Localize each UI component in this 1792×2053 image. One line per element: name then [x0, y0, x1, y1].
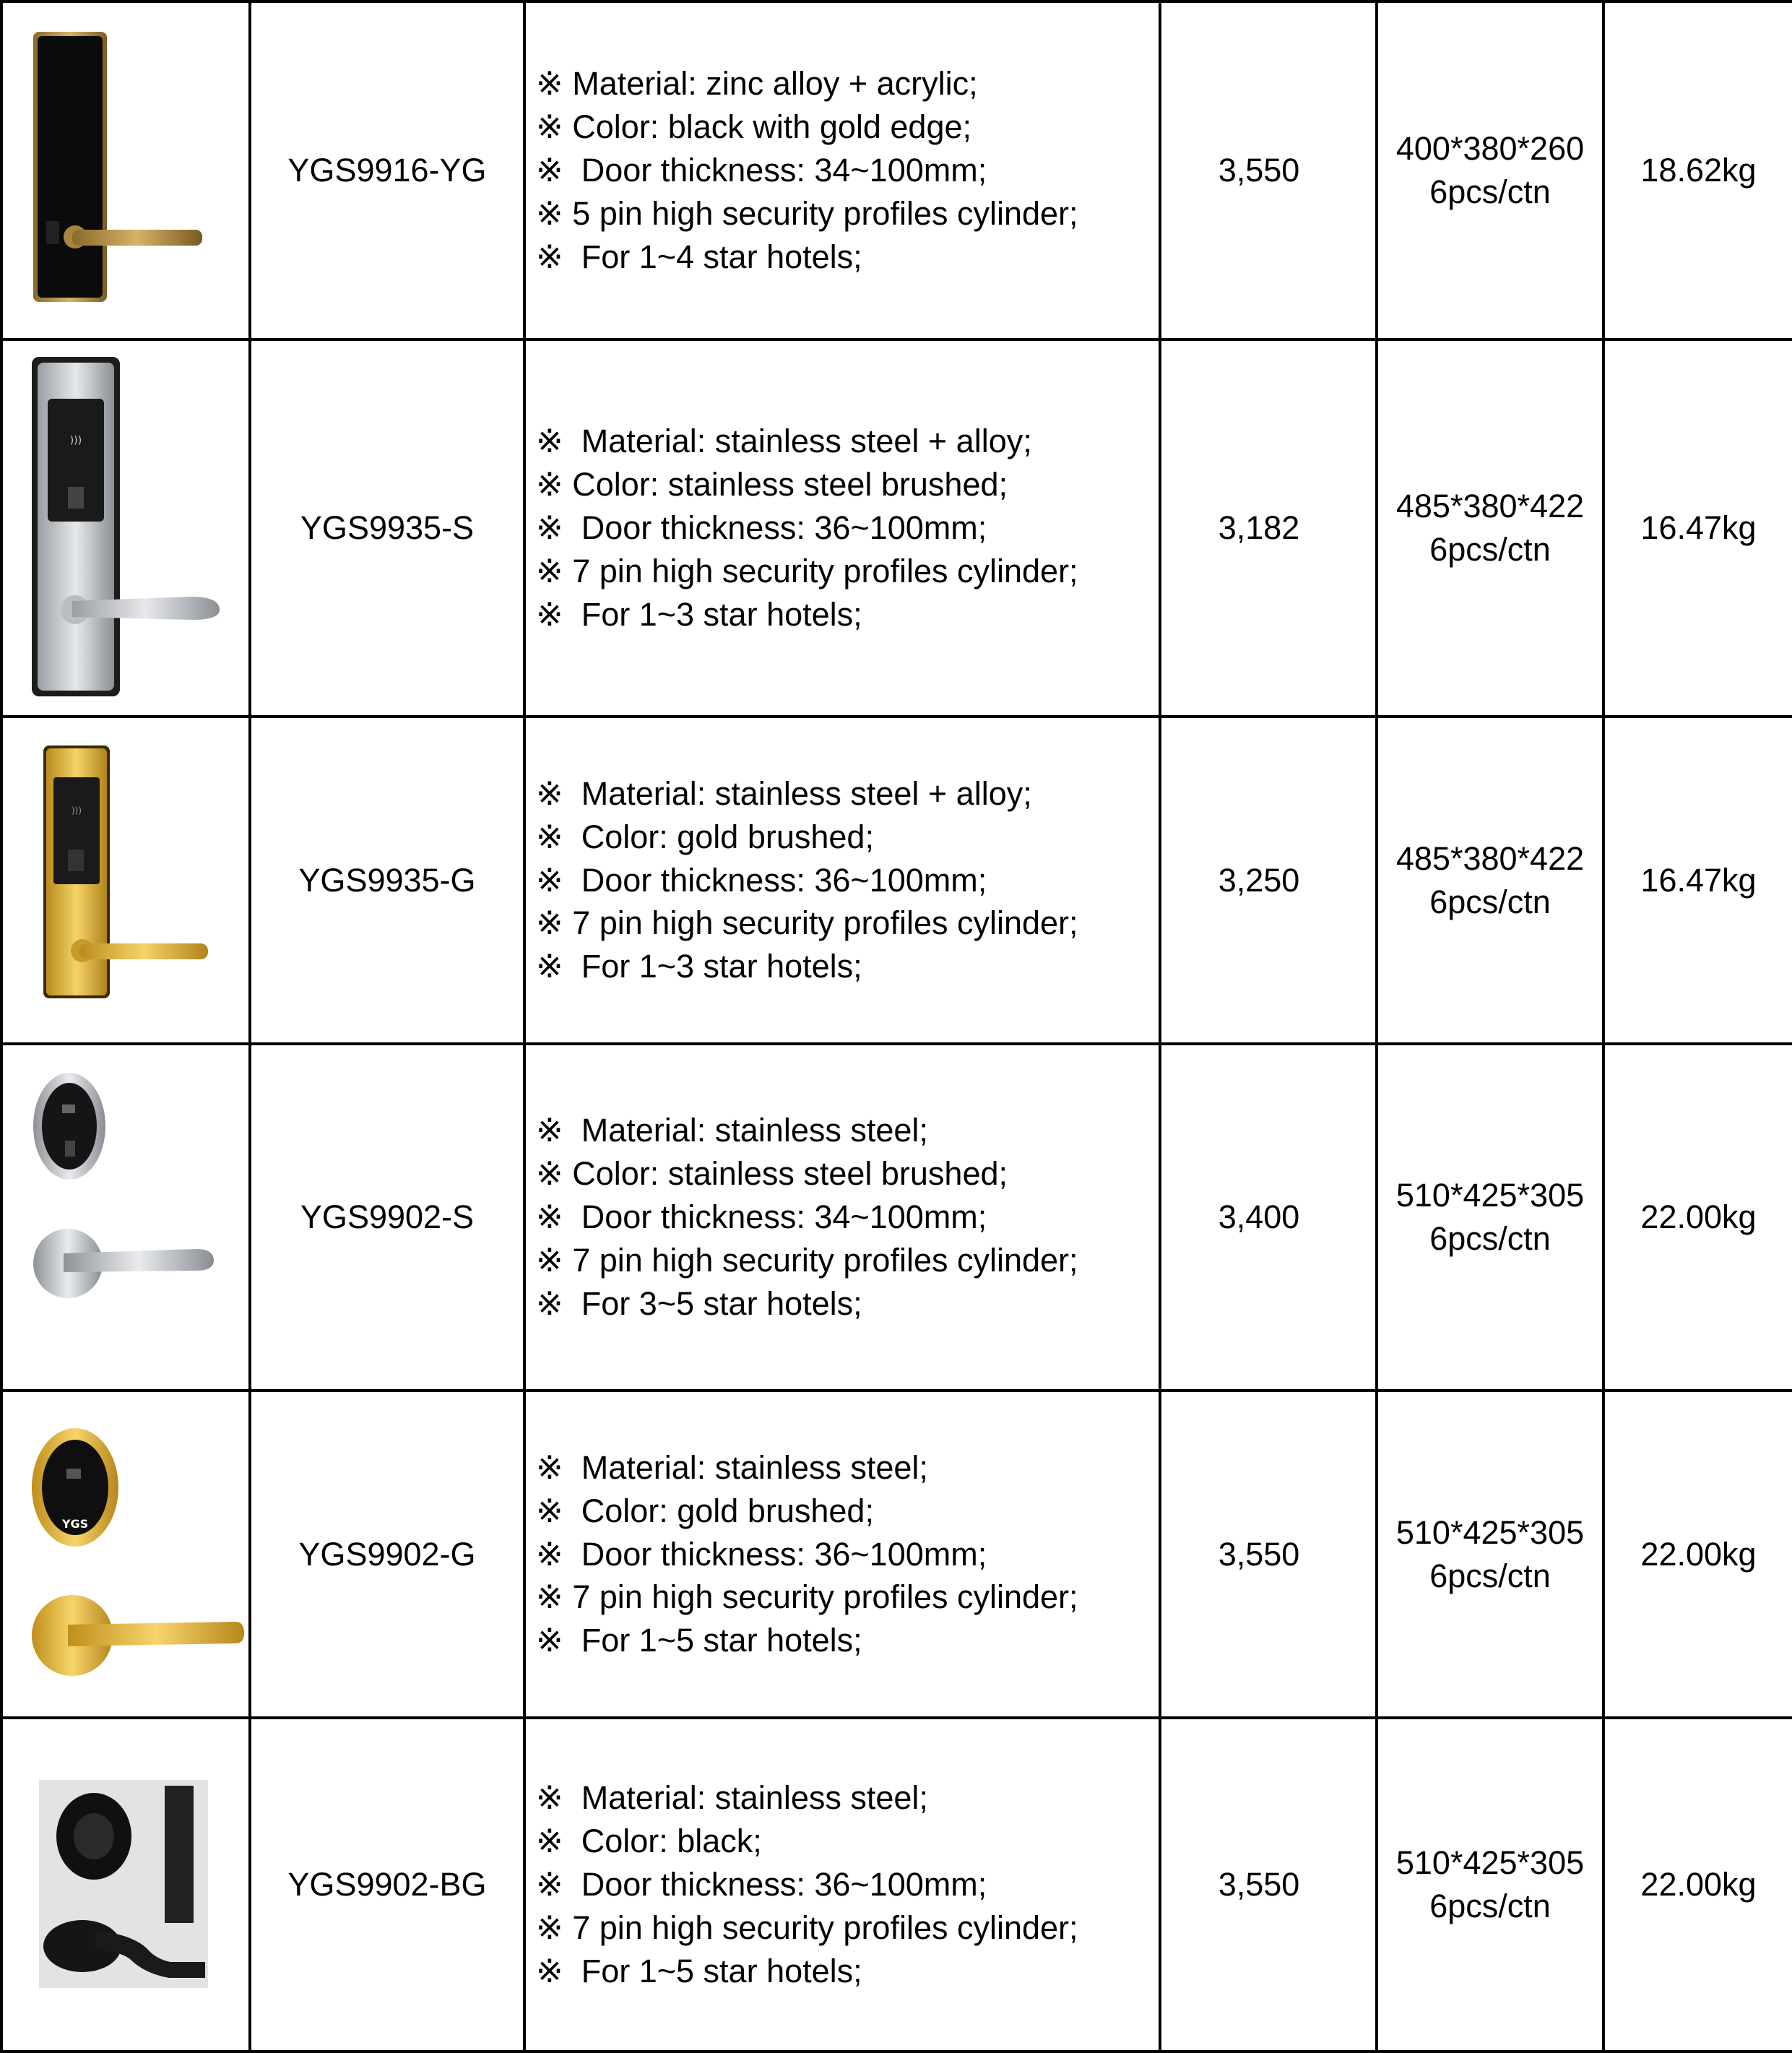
spec-cylinder: ※ 7 pin high security profiles cylinder; — [536, 904, 1078, 942]
weight-cell: 16.47kg — [1603, 340, 1792, 717]
spec-cell — [524, 1718, 1160, 2052]
packing-cell — [1377, 1391, 1603, 1718]
carton-size: 510*425*305 — [1395, 1177, 1585, 1214]
carton-qty: 6pcs/ctn — [1429, 1557, 1551, 1594]
carton-size: 400*380*260 — [1395, 130, 1585, 168]
weight-cell: 22.00kg — [1603, 1718, 1792, 2052]
spec-cylinder: ※ 7 pin high security profiles cylinder; — [536, 552, 1078, 589]
silver-round-lock-image — [3, 1047, 246, 1388]
brand-logo: YGS — [61, 1517, 89, 1531]
carton-qty: 6pcs/ctn — [1429, 173, 1551, 210]
packing-cell — [1377, 1718, 1603, 2052]
svg-text:))): ))) — [71, 805, 82, 816]
spec-color: ※ Color: gold brushed; — [536, 1492, 874, 1529]
gold-card-lock-image — [3, 719, 246, 1041]
spec-cell — [524, 1044, 1160, 1391]
model-cell: YGS9935-S — [250, 340, 524, 717]
spec-cylinder: ※ 7 pin high security profiles cylinder; — [536, 1241, 1078, 1279]
spec-cell — [524, 340, 1160, 717]
black-gold-card-lock-image — [3, 4, 246, 337]
spec-door-thickness: ※ Door thickness: 36~100mm; — [536, 1866, 987, 1903]
spec-cylinder: ※ 7 pin high security profiles cylinder; — [536, 1578, 1078, 1616]
spec-color: ※ Color: black; — [536, 1823, 762, 1860]
price-cell: 3,250 — [1160, 717, 1377, 1044]
model-cell: YGS9916-YG — [250, 1, 524, 340]
price-cell: 3,550 — [1160, 1718, 1377, 2052]
spec-color: ※ Color: stainless steel brushed; — [536, 466, 1008, 503]
spec-door-thickness: ※ Door thickness: 36~100mm; — [536, 861, 987, 899]
weight-cell: 16.47kg — [1603, 717, 1792, 1044]
spec-color: ※ Color: stainless steel brushed; — [536, 1155, 1008, 1193]
carton-size: 510*425*305 — [1395, 1844, 1585, 1882]
product-photo-cell — [1, 717, 250, 1044]
price-cell: 3,550 — [1160, 1391, 1377, 1718]
carton-size: 510*425*305 — [1395, 1513, 1585, 1551]
carton-qty: 6pcs/ctn — [1429, 1888, 1551, 1924]
product-photo-cell — [1, 1391, 250, 1718]
spec-color: ※ Color: gold brushed; — [536, 818, 874, 855]
model-cell: YGS9902-S — [250, 1044, 524, 1391]
spec-hotel-grade: ※ For 1~3 star hotels; — [536, 595, 862, 633]
weight-cell: 22.00kg — [1603, 1391, 1792, 1718]
spec-material: ※ Material: zinc alloy + acrylic; — [536, 65, 978, 103]
spec-material: ※ Material: stainless steel; — [536, 1448, 928, 1486]
packing-cell — [1377, 717, 1603, 1044]
model-cell: YGS9902-BG — [250, 1718, 524, 2052]
product-photo-cell — [1, 340, 250, 717]
product-photo-cell — [1, 1, 250, 340]
product-photo-cell — [1, 1718, 250, 2052]
table-row — [1, 717, 1792, 1044]
packing-cell — [1377, 340, 1603, 717]
spec-cylinder: ※ 5 pin high security profiles cylinder; — [536, 194, 1078, 232]
silver-card-lock-image — [3, 342, 246, 714]
spec-hotel-grade: ※ For 3~5 star hotels; — [536, 1284, 862, 1322]
spec-door-thickness: ※ Door thickness: 36~100mm; — [536, 1535, 987, 1573]
model-cell: YGS9902-G — [250, 1391, 524, 1718]
spec-door-thickness: ※ Door thickness: 34~100mm; — [536, 152, 987, 189]
table-row — [1, 1044, 1792, 1391]
weight-cell: 22.00kg — [1603, 1044, 1792, 1391]
carton-qty: 6pcs/ctn — [1429, 1220, 1551, 1257]
spec-color: ※ Color: black with gold edge; — [536, 108, 972, 146]
packing-cell — [1377, 1, 1603, 340]
spec-cell — [524, 1, 1160, 340]
packing-cell — [1377, 1044, 1603, 1391]
spec-hotel-grade: ※ For 1~5 star hotels; — [536, 1622, 862, 1659]
product-photo-cell — [1, 1044, 250, 1391]
spec-hotel-grade: ※ For 1~4 star hotels; — [536, 238, 862, 275]
spec-material: ※ Material: stainless steel + alloy; — [536, 774, 1032, 812]
spec-door-thickness: ※ Door thickness: 34~100mm; — [536, 1198, 987, 1236]
carton-qty: 6pcs/ctn — [1429, 883, 1551, 920]
price-cell: 3,550 — [1160, 1, 1377, 340]
price-cell: 3,182 — [1160, 340, 1377, 717]
spec-cell — [524, 1391, 1160, 1718]
spec-cylinder: ※ 7 pin high security profiles cylinder; — [536, 1909, 1078, 1946]
table-row — [1, 1, 1792, 340]
spec-material: ※ Material: stainless steel + alloy; — [536, 423, 1032, 460]
black-round-lock-photo-image — [3, 1721, 246, 2049]
spec-hotel-grade: ※ For 1~3 star hotels; — [536, 948, 862, 985]
spec-hotel-grade: ※ For 1~5 star hotels; — [536, 1952, 862, 1989]
gold-round-lock-image — [3, 1393, 246, 1715]
carton-qty: 6pcs/ctn — [1429, 531, 1551, 568]
table-row — [1, 1718, 1792, 2052]
model-cell: YGS9935-G — [250, 717, 524, 1044]
table-row — [1, 1391, 1792, 1718]
price-cell: 3,400 — [1160, 1044, 1377, 1391]
carton-size: 485*380*422 — [1395, 839, 1585, 877]
spec-door-thickness: ※ Door thickness: 36~100mm; — [536, 509, 987, 547]
spec-material: ※ Material: stainless steel; — [536, 1779, 928, 1817]
spec-cell — [524, 717, 1160, 1044]
svg-text:))): ))) — [69, 435, 82, 446]
carton-size: 485*380*422 — [1395, 488, 1585, 525]
table-row — [1, 340, 1792, 717]
spec-material: ※ Material: stainless steel; — [536, 1112, 928, 1149]
weight-cell: 18.62kg — [1603, 1, 1792, 340]
